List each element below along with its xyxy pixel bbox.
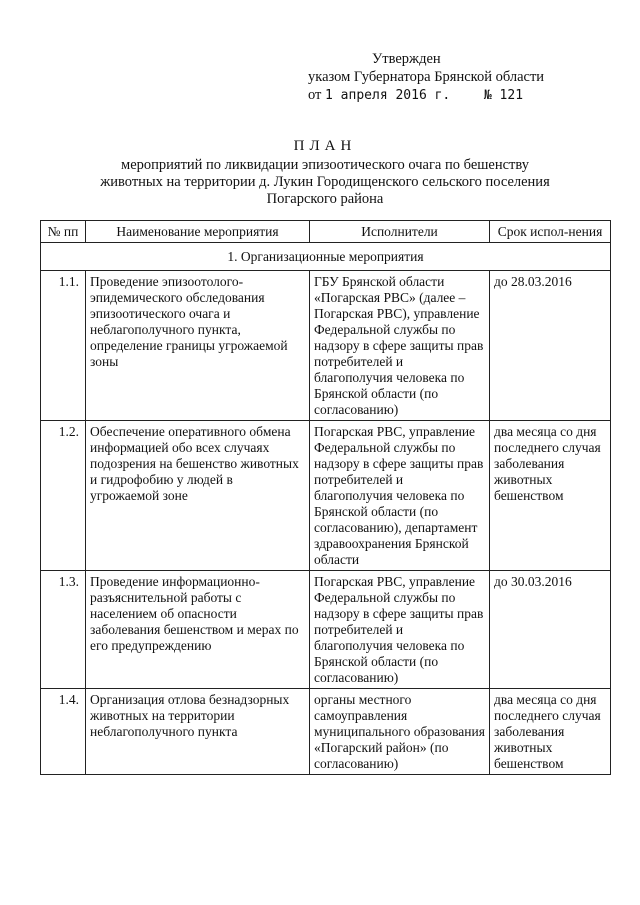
title-line-3: Погарского района: [266, 191, 384, 207]
row-name: Обеспечение оперативного обмена информацией обо всех случаях подозрения на бешенство животных и гидрофобию у людей в угрожаемой зоне: [86, 421, 310, 571]
row-deadline: два месяца со дня последнего случая заболевания животных бешенством: [490, 421, 611, 571]
approval-line-1: Утвержден: [372, 51, 441, 67]
table-row: [41, 689, 611, 775]
row-deadline: до 30.03.2016: [490, 571, 611, 689]
table-row: [41, 571, 611, 689]
row-number: 1.1.: [41, 271, 86, 421]
row-number: 1.2.: [41, 421, 86, 571]
row-number: 1.3.: [41, 571, 86, 689]
row-deadline: два месяца со дня последнего случая заболевания животных бешенством: [490, 689, 611, 775]
row-number: 1.4.: [41, 689, 86, 775]
approval-number: № 121: [483, 88, 524, 103]
title-line-1: мероприятий по ликвидации эпизоотического очага по бешенству: [121, 157, 529, 173]
title-line-2: животных на территории д. Лукин Городищенского сельского поселения: [100, 174, 550, 190]
approval-line-3: [308, 86, 608, 105]
title-plan: ПЛАН: [293, 138, 357, 154]
row-executors: Погарская РВС, управление Федеральной службы по надзору в сфере защиты прав потребителей и благополучия человека по Брянской области (по согласованию), департамент здравоохранения Брянской области: [310, 421, 490, 571]
table-header-row: [41, 221, 611, 243]
row-name: Организация отлова безнадзорных животных на территории неблагополучного пункта: [86, 689, 310, 775]
header-deadline: Срок испол-нения: [490, 221, 611, 243]
header-number: № пп: [41, 221, 86, 243]
row-executors: органы местного самоуправления муниципального образования «Погарский район» (по согласованию): [310, 689, 490, 775]
header-executors: Исполнители: [310, 221, 490, 243]
row-name: Проведение эпизоотолого-эпидемического обследования эпизоотического очага и неблагополучного пункта, определение границы угрожаемой зоны: [86, 271, 310, 421]
header-name: Наименование мероприятия: [86, 221, 310, 243]
document-title: [40, 138, 610, 208]
row-executors: Погарская РВС, управление Федеральной службы по надзору в сфере защиты прав потребителей и благополучия человека по Брянской области (по согласованию): [310, 571, 490, 689]
approval-line-2: указом Губернатора Брянской области: [308, 69, 545, 85]
plan-table: [40, 220, 611, 775]
row-name: Проведение информационно-разъяснительной работы с населением об опасности заболевания бешенством и мерах по его предупреждению: [86, 571, 310, 689]
row-executors: ГБУ Брянской области «Погарская РВС» (далее – Погарская РВС), управление Федеральной службы по надзору в сфере защиты прав потребителей и благополучия человека по Брянской области (по согласованию): [310, 271, 490, 421]
row-deadline: до 28.03.2016: [490, 271, 611, 421]
section-title: 1. Организационные мероприятия: [41, 243, 611, 271]
section-row: [41, 243, 611, 271]
approval-stamp: [308, 50, 608, 105]
table-row: [41, 421, 611, 571]
approval-date-prefix: от: [308, 87, 322, 103]
approval-date: 1 апреля 2016 г.: [325, 88, 451, 103]
table-row: [41, 271, 611, 421]
